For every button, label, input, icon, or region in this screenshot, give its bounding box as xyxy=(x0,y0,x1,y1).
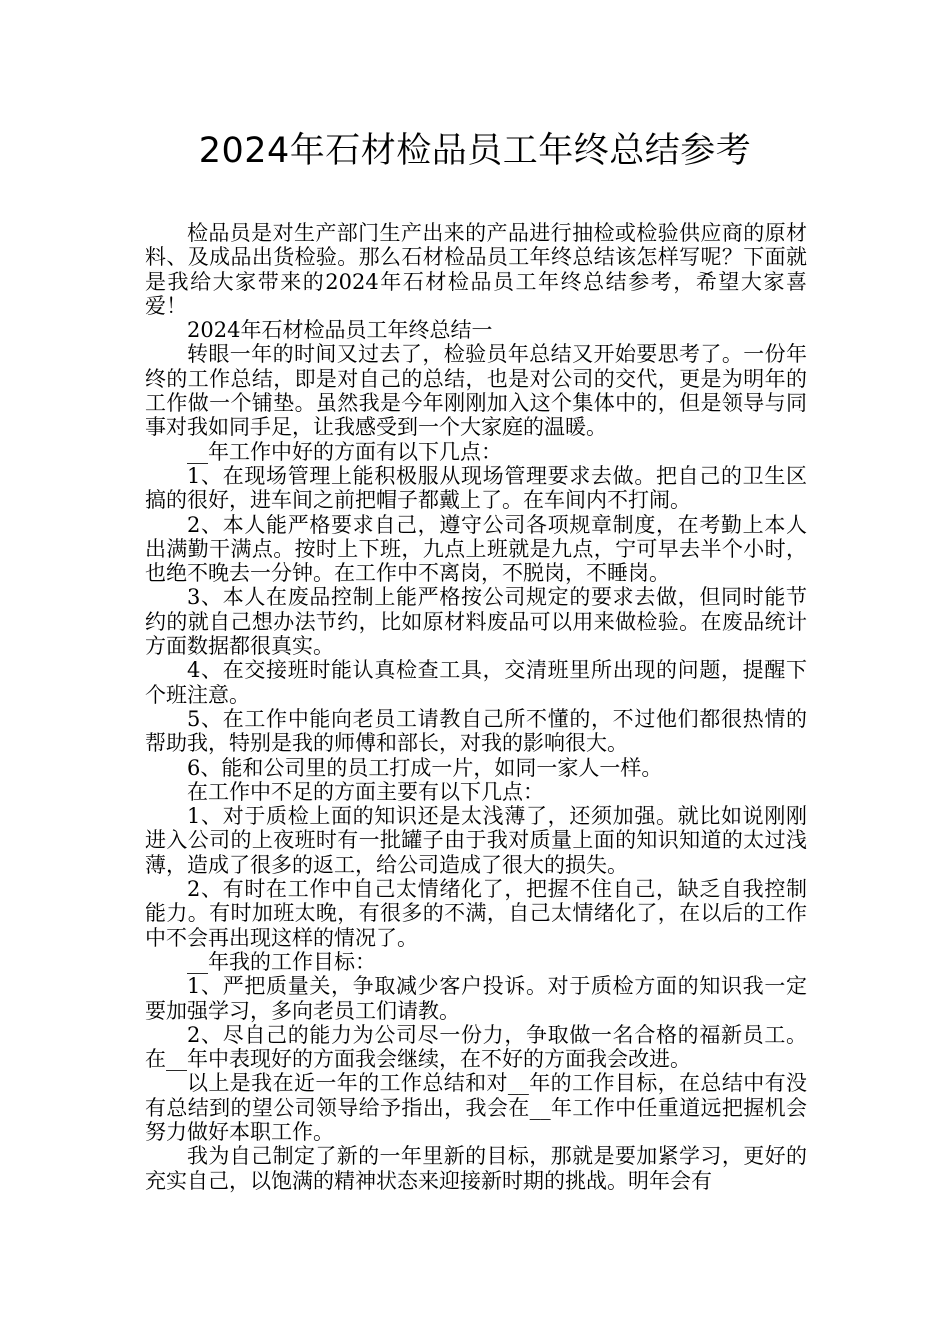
list-item: 1、严把质量关，争取减少客户投诉。对于质检方面的知识我一定要加强学习，多向老员工们请教。 xyxy=(145,974,807,1023)
body-paragraph: 转眼一年的时间又过去了，检验员年总结又开始要思考了。一份年终的工作总结，即是对自己的总结，也是对公司的交代，更是为明年的工作做一个铺垫。虽然我是今年刚刚加入这个集体中的，但是领导与同事对我如同手足，让我感受到一个大家庭的温暖。 xyxy=(145,342,807,440)
document-title: 2024年石材检品员工年终总结参考 xyxy=(198,131,752,171)
document-body xyxy=(145,221,807,1193)
list-item: 4、在交接班时能认真检查工具，交清班里所出现的问题，提醒下个班注意。 xyxy=(145,658,807,707)
list-item: 5、在工作中能向老员工请教自己所不懂的，不过他们都很热情的帮助我，特别是我的师傅和部长，对我的影响很大。 xyxy=(145,706,807,756)
list-item: 2、有时在工作中自己太情绪化了，把握不住自己，缺乏自我控制能力。有时加班太晚，有很多的不满，自己太情绪化了，在以后的工作中不会再出现这样的情况了。 xyxy=(145,877,807,950)
list-item: 3、本人在废品控制上能严格按公司规定的要求去做，但同时能节约的就自己想办法节约，比如原材料废品可以用来做检验。在废品统计方面数据都很真实。 xyxy=(145,585,807,659)
list-item: 2、尽自己的能力为公司尽一份力，争取做一名合格的福新员工。在__年中表现好的方面我会继续，在不好的方面我会改进。 xyxy=(145,1022,807,1072)
body-paragraph: 以上是我在近一年的工作总结和对__年的工作目标，在总结中有没有总结到的望公司领导给予指出，我会在__年工作中任重道远把握机会努力做好本职工作。 xyxy=(145,1071,807,1144)
subsection-heading: 在工作中不足的方面主要有以下几点： xyxy=(187,779,544,804)
list-item: 1、对于质检上面的知识还是太浅薄了，还须加强。就比如说刚刚进入公司的上夜班时有一批罐子由于我对质量上面的知识知道的太过浅薄，造成了很多的返工，给公司造成了很大的损失。 xyxy=(145,804,807,877)
list-item: 2、本人能严格要求自己，遵守公司各项规章制度，在考勤上本人出满勤干满点。按时上下班，九点上班就是九点，宁可早去半个小时，也绝不晚去一分钟。在工作中不离岗，不脱岗，不睡岗。 xyxy=(145,512,807,586)
list-item: 1、在现场管理上能积极服从现场管理要求去做。把自己的卫生区搞的很好，进车间之前把帽子都戴上了。在车间内不打闹。 xyxy=(145,463,807,513)
body-paragraph: 我为自己制定了新的一年里新的目标，那就是要加紧学习，更好的充实自己，以饱满的精神状态来迎接新时期的挑战。明年会有 xyxy=(145,1144,807,1193)
subsection-heading: __年我的工作目标： xyxy=(187,949,376,974)
section-heading: 2024年石材检品员工年终总结一 xyxy=(187,318,493,343)
list-item: 6、能和公司里的员工打成一片，如同一家人一样。 xyxy=(187,755,663,780)
subsection-heading: __年工作中好的方面有以下几点： xyxy=(187,439,502,464)
intro-paragraph: 检品员是对生产部门生产出来的产品进行抽检或检验供应商的原材料、及成品出货检验。那么石材检品员工年终总结该怎样写呢？下面就是我给大家带来的2024年石材检品员工年终总结参考，希望大家喜爱！ xyxy=(145,221,807,318)
